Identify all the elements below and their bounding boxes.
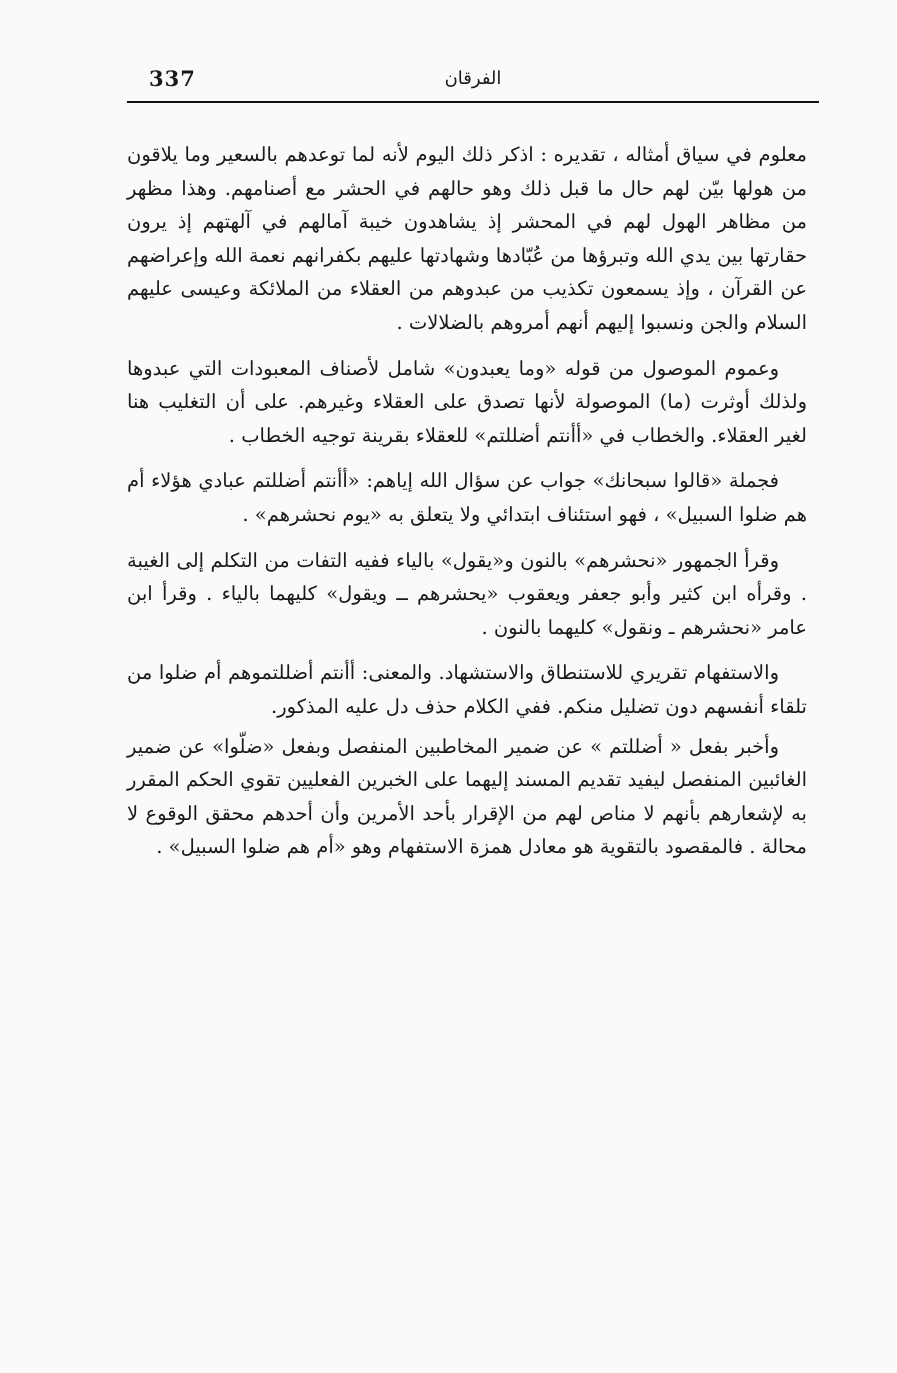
paragraph-5: والاستفهام تقريري للاستنطاق والاستشهاد. والمعنى: أأنتم أضللتموهم أم ضلوا من تلقاء أنفسهم دون تضليل منكم. ففي الكلام حذف دل عليه المذكور. <box>127 661 807 718</box>
body-text <box>127 138 807 864</box>
running-title: الفرقان <box>444 68 502 89</box>
paragraph-3: فجملة «قالوا سبحانك» جواب عن سؤال الله إياهم: «أأنتم أضللتم عبادي هؤلاء أم هم ضلوا السبيل» ، فهو استئناف ابتدائي ولا يتعلق به «يوم نحشرهم» . <box>127 469 807 526</box>
paragraph-4: وقرأ الجمهور «نحشرهم» بالنون و«يقول» بالياء ففيه التفات من التكلم إلى الغيبة . وقرأه ابن كثير وأبو جعفر ويعقوب «يحشرهم ــ ويقول» كليهما بالياء . وقرأ ابن عامر «نحشرهم ـ ونقول» كليهما بالنون . <box>127 548 807 639</box>
paragraph-6: وأخبر بفعل « أضللتم » عن ضمير المخاطبين المنفصل وبفعل «ضلّوا» عن ضمير الغائبين المنفصل ليفيد تقديم المسند إليهما على الخبرين الفعليين تقوي الحكم المقرر به لإشعارهم بأنهم لا مناص لهم من الإقرار بأحد الأمرين وأن أحدهم محقق الوقوع لا محالة . فالمقصود بالتقوية هو معادل همزة الاستفهام وهو «أم هم ضلوا السبيل» . <box>127 734 807 859</box>
header-rule <box>127 101 819 103</box>
paragraph-2: وعموم الموصول من قوله «وما يعبدون» شامل لأصناف المعبودات التي عبدوها ولذلك أوثرت (ما) الموصولة لأنها تصدق على العقلاء وغيرهم. على أن التغليب هنا لغير العقلاء. والخطاب في «أأنتم أضللتم» للعقلاء بقرينة توجيه الخطاب . <box>127 356 807 447</box>
paragraph-1: معلوم في سياق أمثاله ، تقديره : اذكر ذلك اليوم لأنه لما توعدهم بالسعير وما يلاقون من هولها بيّن لهم حال ما قبل ذلك وهو حالهم في الحشر مع أصنامهم. وهذا مظهر من مظاهر الهول لهم في المحشر إذ يشاهدون خيبة آمالهم في آلهتهم إذ يرون حقارتها بين يدي الله وتبرؤها من عُبّادها وشهادتها عليهم بكفرانهم نعمة الله وإعراضهم عن القرآن ، وإذ يسمعون تكذيب من عبدوهم من العقلاء من الملائكة وعيسى عليهم السلام والجن ونسبوا إليهم أنهم أمروهم بالضلالات . <box>127 143 807 334</box>
page-number: 337 <box>149 66 196 91</box>
page-header <box>127 62 819 102</box>
